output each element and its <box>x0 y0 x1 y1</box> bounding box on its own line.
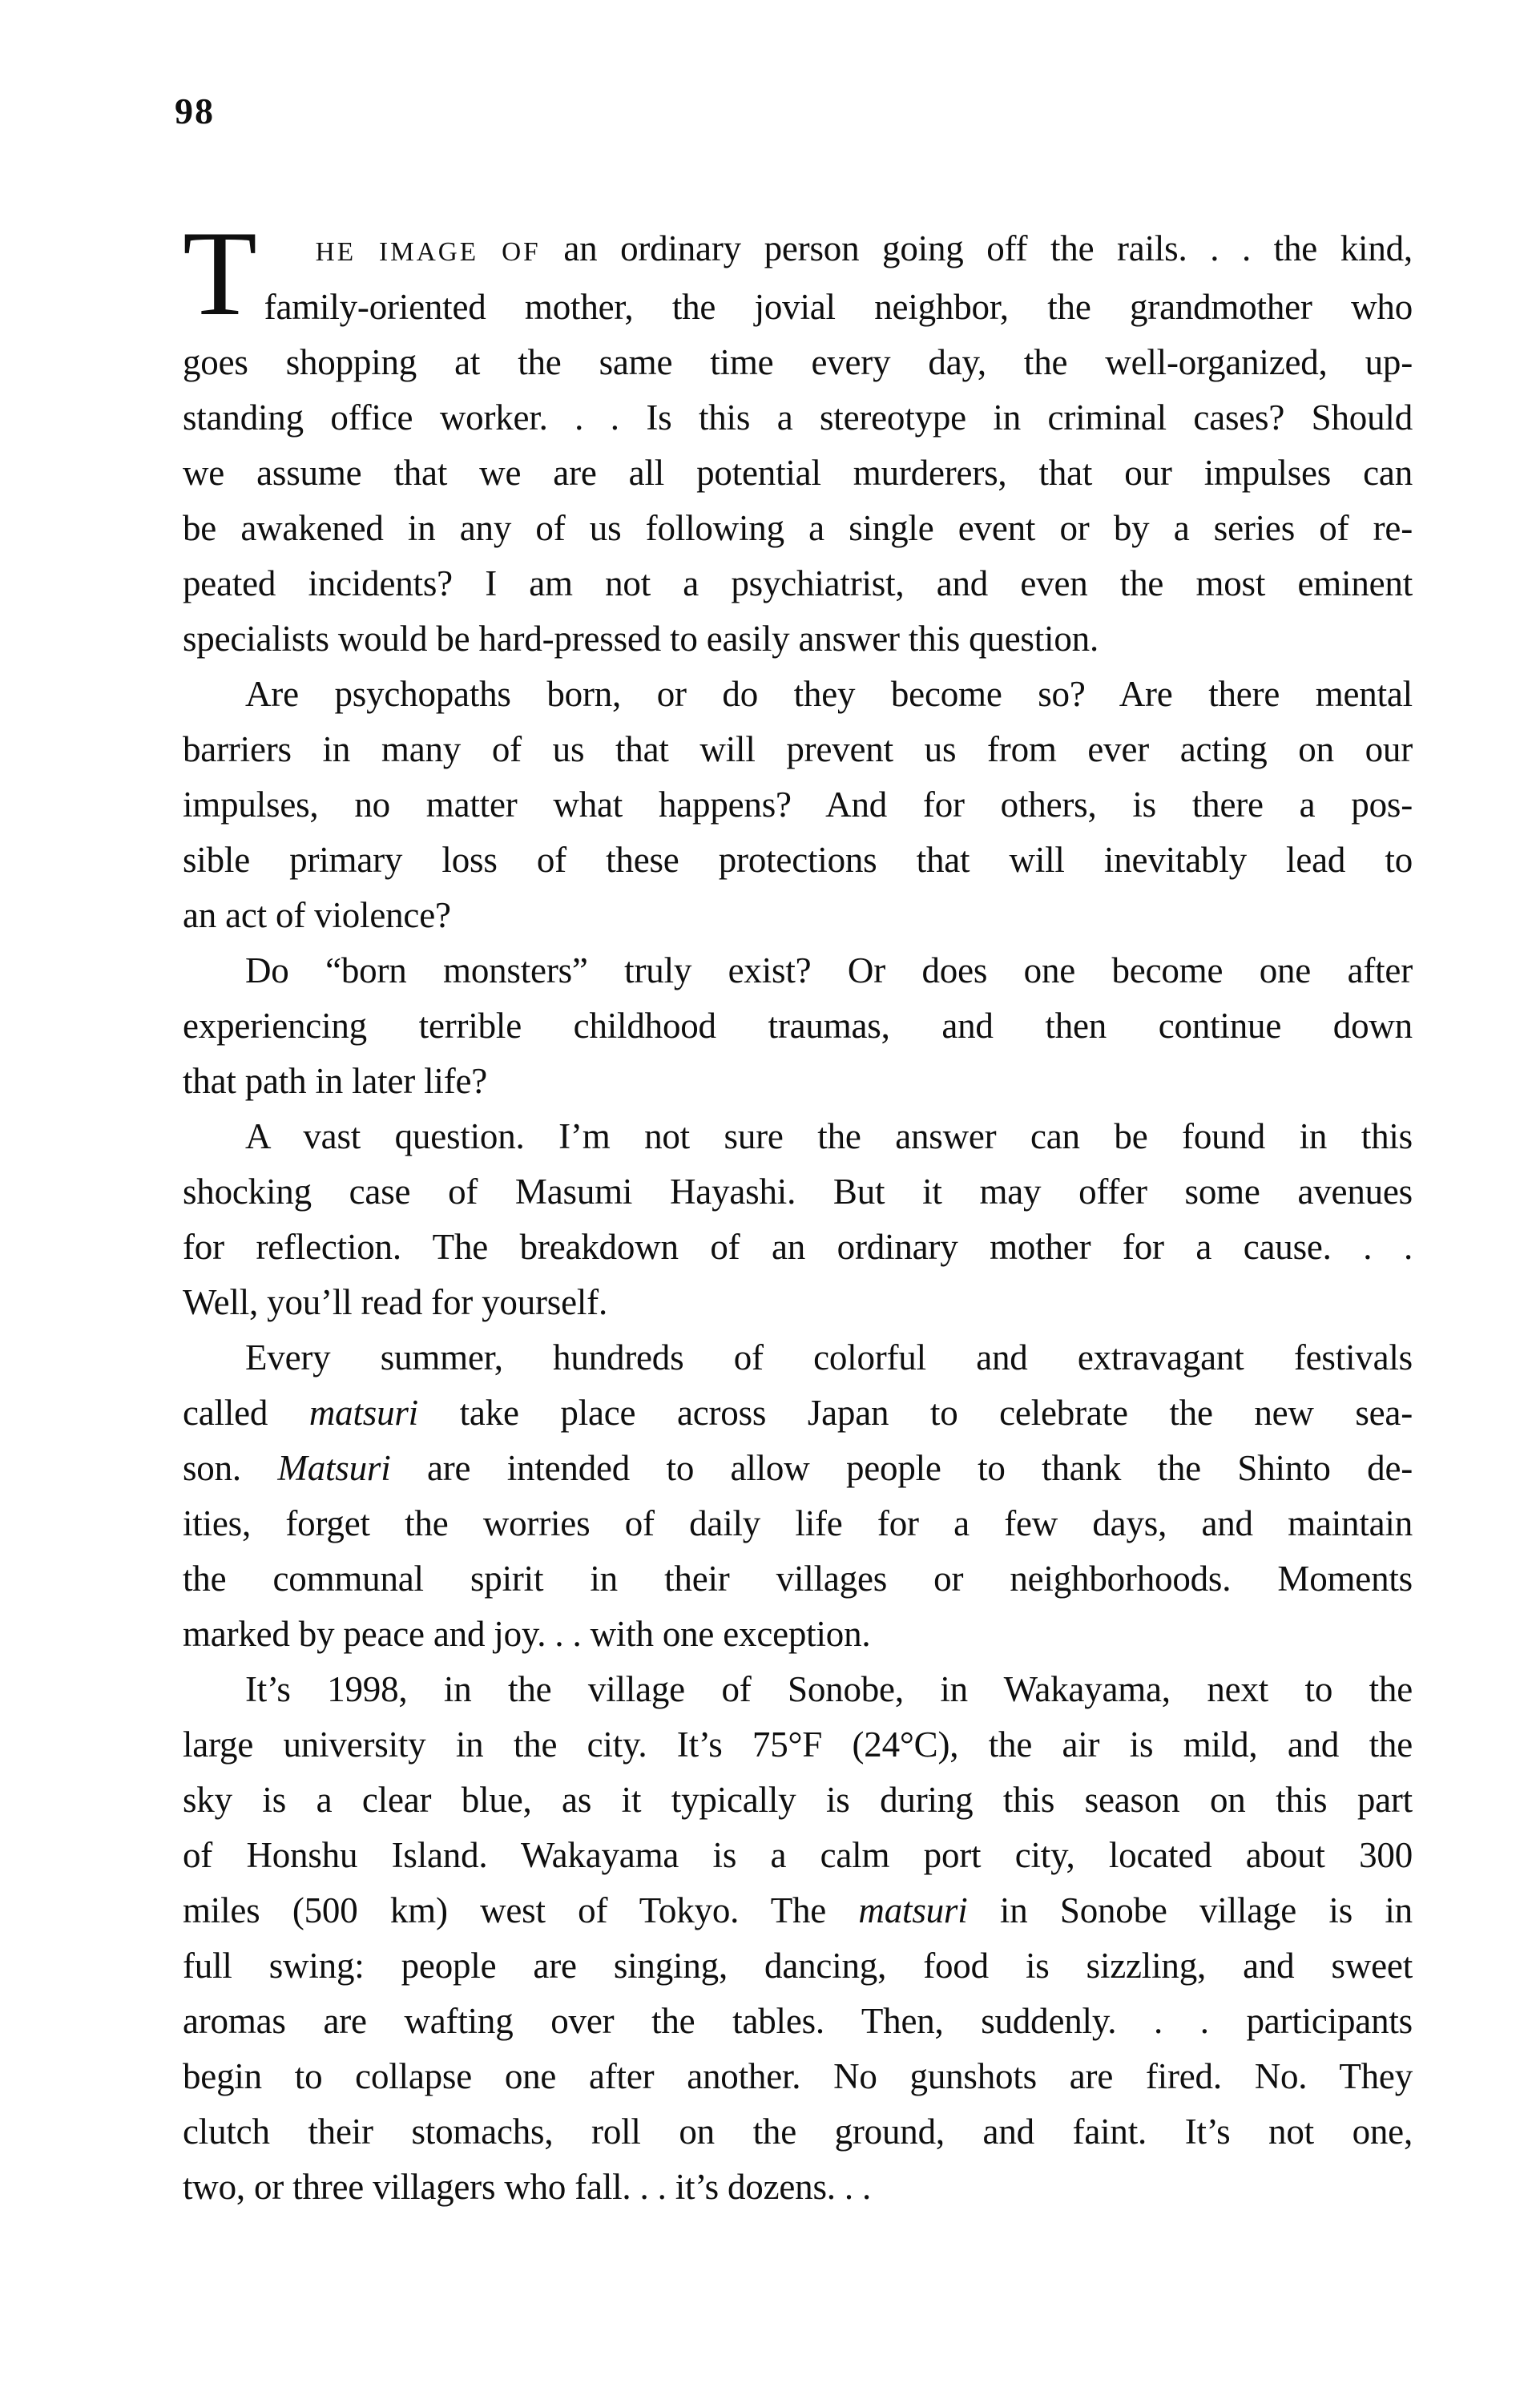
text-line: aromas are wafting over the tables. Then, suddenly. . . participants <box>183 2001 1413 2041</box>
text-line: ities, forget the worries of daily life for a few days, and maintain <box>183 1503 1413 1543</box>
text-line: shocking case of Masumi Hayashi. But it may offer some avenues <box>183 1172 1413 1212</box>
text-line: peated incidents? I am not a psychiatrist, and even the most eminent <box>183 563 1413 603</box>
text-line: It’s 1998, in the village of Sonobe, in Wakayama, next to the <box>245 1669 1413 1709</box>
line-text: an ordinary person going off the rails. . . the kind, <box>540 228 1413 268</box>
text-line <box>183 1883 1413 1938</box>
line-text: miles (500 km) west of Tokyo. The <box>183 1890 859 1930</box>
page-number: 98 <box>175 91 215 131</box>
paragraph <box>183 1109 1413 1330</box>
text-line <box>183 221 1413 280</box>
text-line: Well, you’ll read for yourself. <box>183 1282 607 1322</box>
text-line: standing office worker. . . Is this a stereotype in criminal cases? Should <box>183 397 1413 438</box>
paragraph <box>183 206 1413 667</box>
text-line: A vast question. I’m not sure the answer can be found in this <box>245 1116 1413 1156</box>
paragraph <box>183 1662 1413 2215</box>
text-line: Every summer, hundreds of colorful and extravagant festivals <box>245 1337 1413 1377</box>
text-line: large university in the city. It’s 75°F (24°C), the air is mild, and the <box>183 1724 1413 1765</box>
text-line: two, or three villagers who fall. . . it’s dozens. . . <box>183 2167 872 2207</box>
text-line: goes shopping at the same time every day, the well-organized, up- <box>183 342 1413 382</box>
line-text: take place across Japan to celebrate the new sea- <box>418 1393 1413 1433</box>
paragraph <box>183 943 1413 1109</box>
italic-word: matsuri <box>308 1393 418 1433</box>
text-line: Do “born monsters” truly exist? Or does one become one after <box>245 950 1413 990</box>
text-line: an act of violence? <box>183 895 451 935</box>
text-line: marked by peace and joy. . . with one exception. <box>183 1614 871 1654</box>
text-line: sky is a clear blue, as it typically is during this season on this part <box>183 1780 1413 1820</box>
text-line: Are psychopaths born, or do they become so? Are there mental <box>245 674 1413 714</box>
text-line: of Honshu Island. Wakayama is a calm port city, located about 300 <box>183 1835 1413 1875</box>
text-line: the communal spirit in their villages or neighborhoods. Moments <box>183 1559 1413 1599</box>
line-text: are intended to allow people to thank the Shinto de- <box>390 1448 1413 1488</box>
paragraph <box>183 667 1413 943</box>
text-line: specialists would be hard-pressed to easily answer this question. <box>183 619 1099 659</box>
small-caps-lead: HE IMAGE OF <box>315 237 541 267</box>
text-line: clutch their stomachs, roll on the ground, and faint. It’s not one, <box>183 2112 1413 2152</box>
text-line: for reflection. The breakdown of an ordinary mother for a cause. . . <box>183 1227 1413 1267</box>
paragraph <box>183 1330 1413 1662</box>
text-line: impulses, no matter what happens? And for others, is there a pos- <box>183 785 1413 825</box>
text-line: family-oriented mother, the jovial neighbor, the grandmother who <box>264 287 1413 327</box>
line-text: called <box>183 1393 309 1433</box>
text-line: experiencing terrible childhood traumas, and then continue down <box>183 1006 1413 1046</box>
text-line: barriers in many of us that will prevent us from ever acting on our <box>183 729 1413 769</box>
drop-cap: T <box>183 206 257 341</box>
text-line: be awakened in any of us following a single event or by a series of re- <box>183 508 1413 548</box>
text-line: begin to collapse one after another. No gunshots are fired. No. They <box>183 2056 1413 2096</box>
text-line: full swing: people are singing, dancing, food is sizzling, and sweet <box>183 1946 1413 1986</box>
line-text: son. <box>183 1448 278 1488</box>
line-text: in Sonobe village is in <box>967 1890 1413 1930</box>
italic-word: Matsuri <box>277 1448 391 1488</box>
text-line: that path in later life? <box>183 1061 488 1101</box>
text-line: we assume that we are all potential murderers, that our impulses can <box>183 453 1413 493</box>
text-line <box>183 1386 1413 1441</box>
text-line: sible primary loss of these protections that will inevitably lead to <box>183 840 1413 880</box>
body-text <box>183 206 1413 2215</box>
text-line <box>183 1441 1413 1496</box>
italic-word: matsuri <box>858 1890 968 1930</box>
